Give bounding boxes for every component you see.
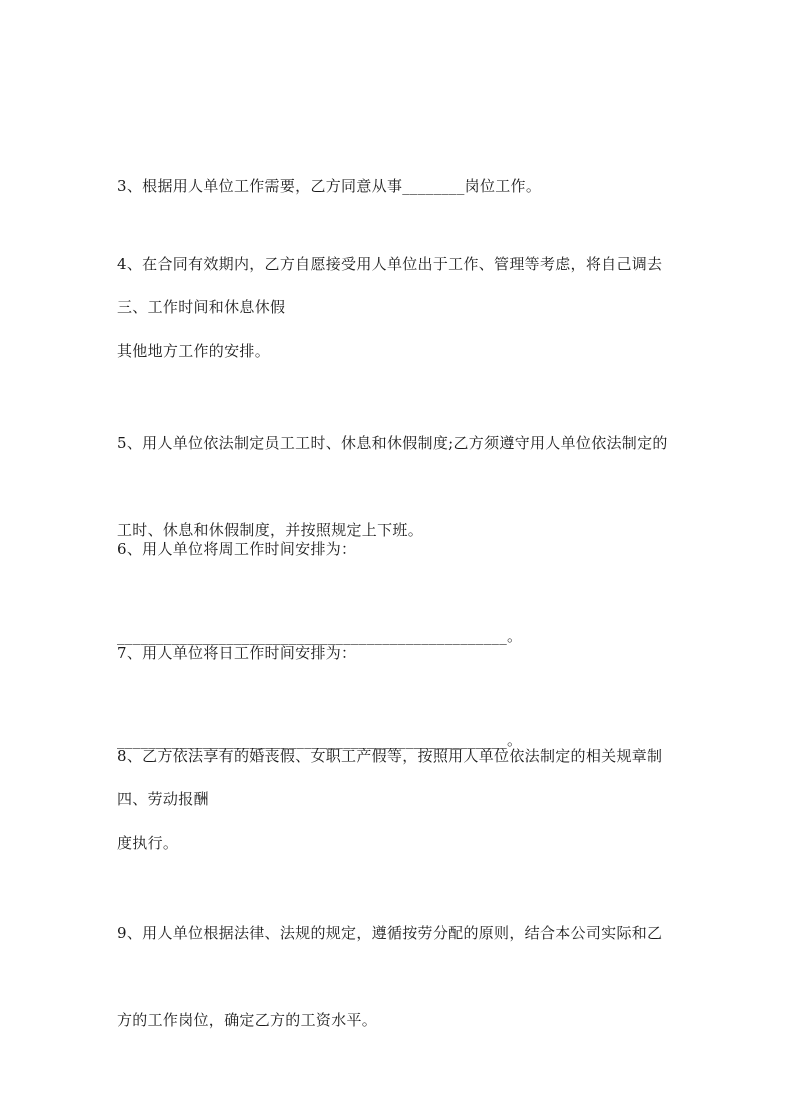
clause-8-line-2: 度执行。	[117, 834, 179, 852]
section-4-heading: 四、劳动报酬	[117, 790, 209, 808]
clause-4-line-1: 4、在合同有效期内，乙方自愿接受用人单位出于工作、管理等考虑，将自己调去	[117, 255, 663, 273]
clause-3-line-1: 3、根据用人单位工作需要，乙方同意从事________岗位工作。	[117, 177, 542, 195]
clause-9-line-2: 方的工作岗位，确定乙方的工资水平。	[117, 1011, 378, 1029]
clause-7-line-1: 7、用人单位将日工作时间安排为：	[117, 644, 357, 662]
clause-5-line-1: 5、用人单位依法制定员工工时、休息和休假制度;乙方须遵守用人单位依法制定的	[117, 434, 668, 452]
clause-9-line-1: 9、用人单位根据法律、法规的规定，遵循按劳分配的原则，结合本公司实际和乙	[117, 924, 663, 942]
clause-6-line-1: 6、用人单位将周工作时间安排为：	[117, 540, 357, 558]
clause-6-blank-line: __________________________________________________。	[117, 627, 523, 645]
clause-8-line-1: 8、乙方依法享有的婚丧假、女职工产假等，按照用人单位依法制定的相关规章制	[117, 747, 663, 765]
clause-7-blank-line: __________________________________________________。	[117, 731, 523, 749]
section-3-heading: 三、工作时间和休息休假	[117, 298, 286, 316]
clause-4-line-2: 其他地方工作的安排。	[117, 342, 271, 360]
clause-9	[117, 861, 687, 1093]
clause-5-line-2: 工时、休息和休假制度，并按照规定上下班。	[117, 521, 424, 539]
